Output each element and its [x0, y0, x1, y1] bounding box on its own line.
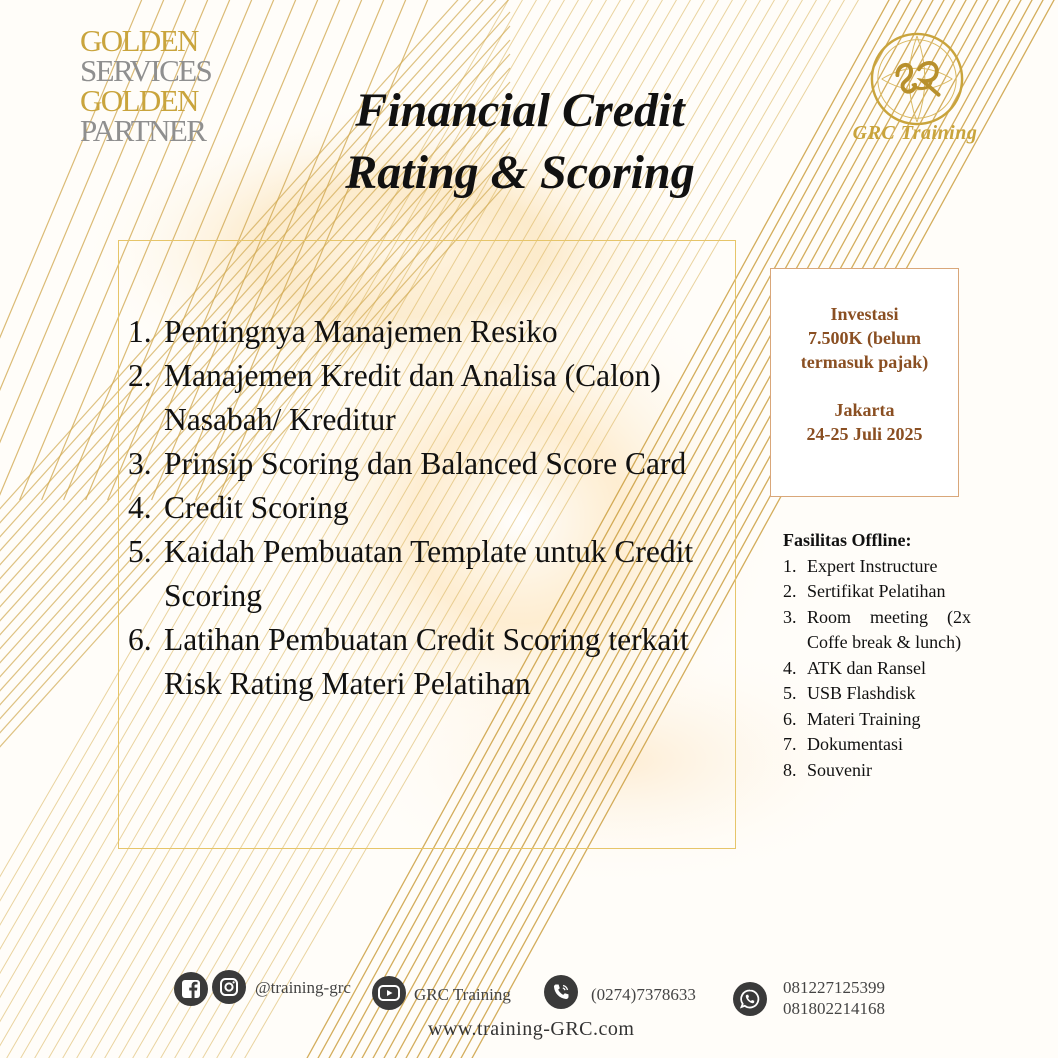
- brand-line-1: GOLDEN: [80, 23, 198, 58]
- social-handle[interactable]: @training-grc: [255, 978, 351, 997]
- list-item: [783, 732, 971, 758]
- facility-number: 4.: [783, 657, 797, 678]
- topic-text: Kaidah Pembuatan Template untuk Credit Scoring: [164, 534, 694, 613]
- list-item: [783, 579, 971, 605]
- facility-text: Souvenir: [807, 759, 872, 780]
- topic-text: Credit Scoring: [164, 490, 349, 525]
- list-item: [783, 605, 971, 656]
- list-item: [128, 310, 728, 354]
- brand-line-4: PARTNER: [80, 113, 206, 148]
- investment-label: Investasi: [830, 304, 899, 324]
- topic-number: 4.: [128, 490, 152, 525]
- list-item: [128, 486, 728, 530]
- brand-wordmark: [80, 23, 220, 148]
- facility-text: Sertifikat Pelatihan: [807, 581, 946, 601]
- facility-text: Dokumentasi: [807, 734, 903, 754]
- facility-number: 5.: [783, 683, 797, 703]
- topic-number: 5.: [128, 534, 152, 569]
- whatsapp-number-1[interactable]: 081227125399: [783, 978, 885, 997]
- topic-text: Latihan Pembuatan Credit Scoring terkait Risk Rating Materi Pelatihan: [164, 622, 689, 701]
- list-item: [783, 656, 971, 682]
- facilities-title: Fasilitas Offline:: [783, 530, 912, 550]
- event-city: Jakarta: [834, 400, 895, 420]
- whatsapp-number-2[interactable]: 081802214168: [783, 999, 885, 1018]
- facility-number: 7.: [783, 734, 797, 754]
- facility-number: 3.: [783, 606, 797, 627]
- website-link[interactable]: www.training-GRC.com: [428, 1018, 635, 1040]
- instagram-icon[interactable]: [212, 970, 246, 1004]
- facility-text: Materi Training: [807, 708, 921, 729]
- investment-box: [770, 268, 959, 497]
- topic-number: 3.: [128, 446, 152, 481]
- facility-number: 1.: [783, 555, 797, 576]
- topic-text: Prinsip Scoring dan Balanced Score Card: [164, 446, 687, 481]
- whatsapp-icon[interactable]: [733, 982, 767, 1016]
- facility-number: 8.: [783, 759, 797, 780]
- investment-price: 7.500K (belum: [807, 328, 921, 348]
- topic-number: 6.: [128, 622, 152, 657]
- facilities-list: [783, 554, 971, 784]
- brand-line-2: SERVICES: [80, 53, 212, 88]
- brand-line-3: GOLDEN: [80, 83, 198, 118]
- facility-number: 2.: [783, 581, 797, 601]
- topic-number: 1.: [128, 314, 152, 349]
- topic-text: Pentingnya Manajemen Resiko: [164, 314, 558, 349]
- whatsapp-numbers: [783, 977, 885, 1019]
- list-item: [128, 442, 728, 486]
- facility-text: Expert Instructure: [807, 555, 938, 576]
- grc-logo-icon: [868, 30, 966, 128]
- phone-icon[interactable]: [544, 975, 578, 1009]
- list-item: [128, 618, 728, 706]
- facebook-icon[interactable]: [174, 972, 208, 1006]
- topic-number: 2.: [128, 358, 152, 393]
- title-line-1: Financial Credit: [355, 84, 685, 137]
- list-item: [783, 758, 971, 784]
- page-title: [270, 80, 770, 204]
- list-item: [783, 554, 971, 580]
- youtube-icon[interactable]: [372, 976, 406, 1010]
- youtube-channel[interactable]: GRC Training: [414, 985, 511, 1004]
- facility-text: ATK dan Ransel: [807, 657, 926, 678]
- event-date: 24-25 Juli 2025: [806, 424, 923, 444]
- list-item: [783, 681, 971, 707]
- topics-list: [128, 310, 728, 706]
- facility-number: 6.: [783, 708, 797, 729]
- facilities-section: [783, 528, 971, 783]
- title-line-2: Rating & Scoring: [345, 146, 695, 199]
- list-item: [128, 354, 728, 442]
- facility-text: USB Flashdisk: [807, 683, 916, 703]
- logo-text: GRC Training: [852, 122, 978, 144]
- topic-text: Manajemen Kredit dan Analisa (Calon) Nasabah/ Kreditur: [164, 358, 661, 437]
- list-item: [128, 530, 728, 618]
- phone-number[interactable]: (0274)7378633: [591, 985, 696, 1004]
- list-item: [783, 707, 971, 733]
- investment-tax-note: termasuk pajak): [800, 352, 929, 372]
- facility-text: Room meeting (2x Coffe break & lunch): [807, 606, 971, 652]
